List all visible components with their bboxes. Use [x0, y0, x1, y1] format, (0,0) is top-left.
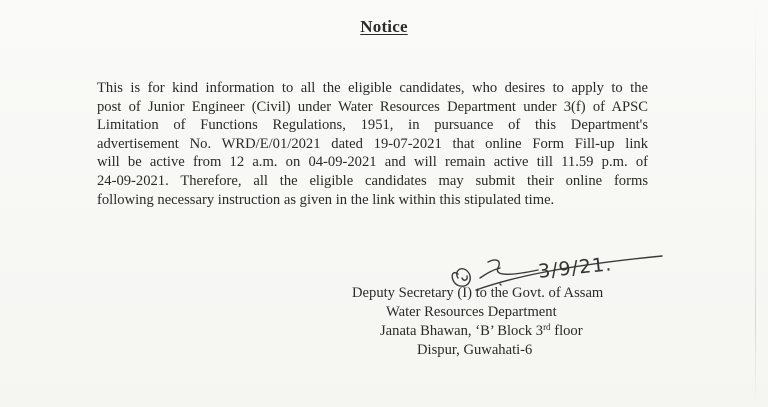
signature-block — [352, 284, 603, 360]
body-line: Limitation of Functions Regulations, 1951, in pursuance of this Department's — [97, 117, 648, 134]
body-line: following necessary instruction as given in the link within this stipulated time. — [97, 191, 555, 208]
department-name: Water Resources Department — [386, 304, 557, 320]
signatory-title: Deputy Secretary (I) to the Govt. of Assam — [352, 285, 604, 301]
page-title — [0, 17, 768, 37]
body-line: 24-09-2021. Therefore, all the eligible candidates may submit their online forms — [97, 172, 648, 189]
scan-edge — [755, 0, 756, 407]
body-line: advertisement No. WRD/E/01/2021 dated 19-07-2021 that online Form Fill-up link — [97, 135, 648, 152]
city-address: Dispur, Guwahati-6 — [417, 342, 533, 358]
floor-superscript: rd — [543, 322, 551, 332]
office-address-floor: floor — [550, 323, 583, 339]
office-address — [352, 322, 603, 341]
notice-body — [97, 79, 648, 209]
office-address-text: Janata Bhawan, ‘B’ Block 3 — [380, 323, 544, 339]
handwritten-date: 3/9/21. — [537, 253, 614, 283]
body-line: post of Junior Engineer (Civil) under Water Resources Department under 3(f) of APSC — [97, 98, 648, 115]
body-line: will be active from 12 a.m. on 04-09-2021 and will remain active till 11.59 p.m. of — [97, 154, 648, 171]
body-line: This is for kind information to all the eligible candidates, who desires to apply to the — [97, 80, 648, 96]
notice-title: Notice — [360, 17, 408, 36]
